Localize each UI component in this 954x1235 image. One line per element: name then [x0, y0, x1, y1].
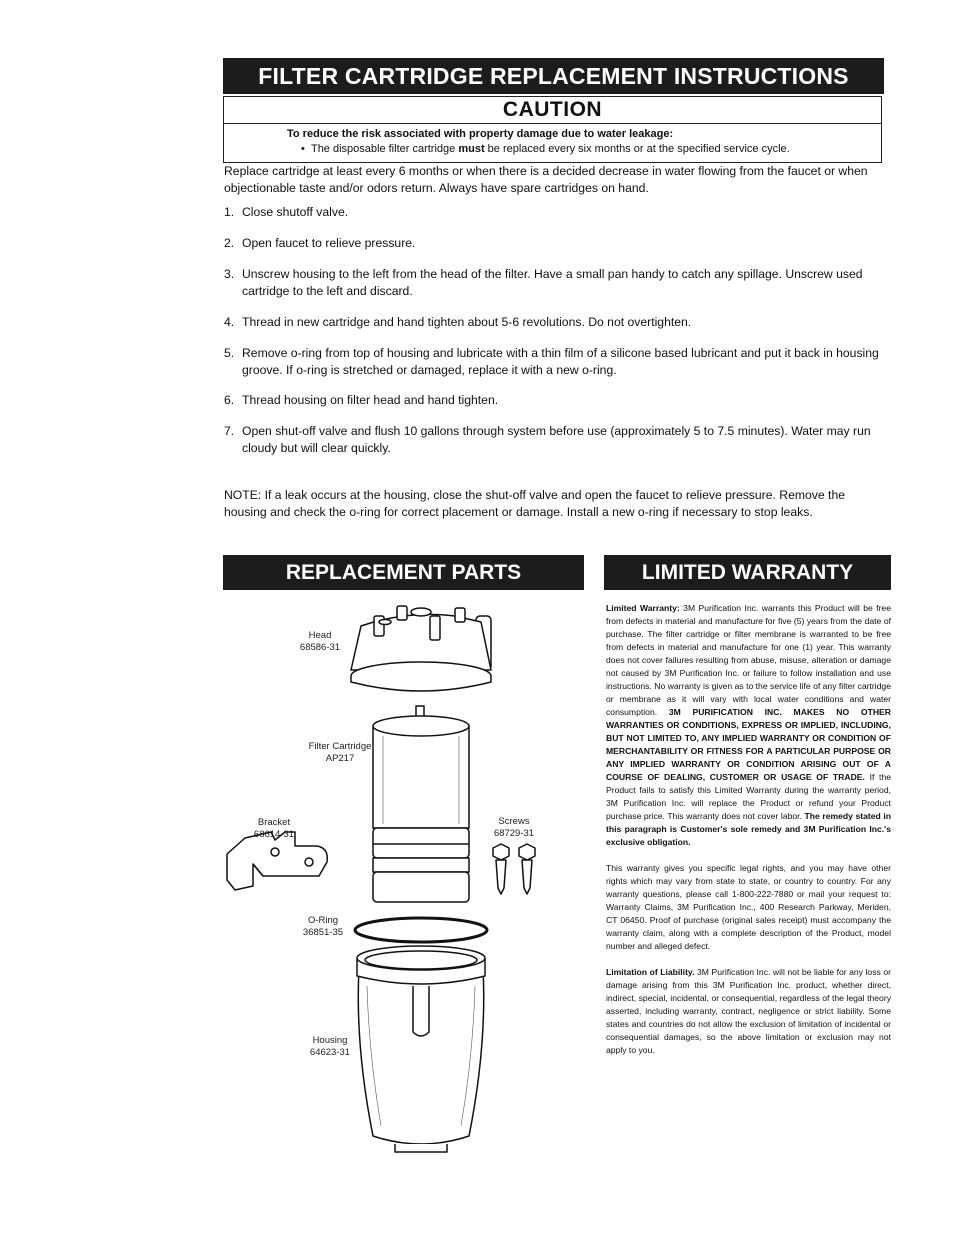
- intro-paragraph: Replace cartridge at least every 6 months or when there is a decided decrease in water flowing from the faucet or when objectionable taste and/or odors return. Always have spare cartridges on hand.: [224, 164, 868, 195]
- part-number: 68614-31: [253, 829, 295, 840]
- part-label-o-ring: [293, 915, 353, 939]
- step-item: [224, 204, 884, 221]
- part-name: Screws: [498, 816, 530, 827]
- parts-diagram: [223, 596, 584, 1156]
- part-name: Bracket: [257, 817, 291, 828]
- part-number: 68729-31: [493, 828, 535, 839]
- warranty-remedy: The remedy stated in this paragraph is Customer's sole remedy and 3M Purification Inc.'s exclusive obligation.: [606, 811, 891, 847]
- part-name: Housing: [312, 1035, 348, 1046]
- part-label-screws: [484, 816, 544, 840]
- screws-illustration: [493, 844, 535, 894]
- step-text: Thread in new cartridge and hand tighten about 5-6 revolutions. Do not overtighten.: [242, 315, 692, 329]
- part-number: 64623-31: [309, 1047, 351, 1058]
- part-name: Filter Cartridge: [308, 741, 372, 752]
- warranty-text: [606, 602, 891, 1070]
- replacement-parts-title: REPLACEMENT PARTS: [223, 555, 584, 590]
- step-number: 4.: [224, 315, 235, 329]
- warranty-paragraph: [606, 602, 891, 849]
- warranty-rights-paragraph: This warranty gives you specific legal rights, and you may have other rights which may vary from state to state, or country to country. For any warranty questions, please call 1-800-222-7880 or mail your request to: Warranty Claims, 3M Purification Inc., 400 Research Parkway, Meriden, CT 06450. Proof of purchase (original sales receipt) must accompany the warranty claim, along with a complete description of the Product, model number and alleged defect.: [606, 863, 891, 951]
- warranty-body-cont: If the Product fails to satisfy this Limited Warranty during the warranty period, 3M Purification Inc. will replace the Product or refund your Product purchase price. This warranty does not cover labor.: [606, 772, 892, 821]
- caution-bullet-text: The disposable filter cartridge: [310, 143, 459, 155]
- step-number: 6.: [224, 393, 235, 407]
- step-text: Open shut-off valve and flush 10 gallons through system before use (approximately 5 to 7.5 minutes). Water may run cloudy but will clear quickly.: [242, 424, 871, 455]
- step-item: [224, 235, 884, 252]
- part-name: O-Ring: [307, 915, 339, 926]
- caution-heading: CAUTION: [224, 97, 881, 124]
- caution-bullet-text-end: be replaced every six months or at the specified service cycle.: [484, 143, 790, 155]
- step-number: 5.: [224, 346, 235, 360]
- part-label-housing: [300, 1035, 360, 1059]
- caution-bullet-emphasis: must: [458, 143, 485, 155]
- step-item: [224, 266, 884, 300]
- step-text: Remove o-ring from top of housing and lubricate with a thin film of a silicone based lubricant and put it back in housing groove. If o-ring is stretched or damaged, replace it with a new o-ring.: [242, 346, 879, 377]
- step-number: 1.: [224, 205, 235, 219]
- step-number: 3.: [224, 267, 235, 281]
- liability-paragraph: [606, 966, 891, 1057]
- filter-head-illustration: [351, 606, 491, 691]
- limited-warranty-title: LIMITED WARRANTY: [604, 555, 891, 590]
- step-text: Unscrew housing to the left from the head of the filter. Have a small pan handy to catch any spillage. Unscrew used cartridge to the left and discard.: [242, 267, 863, 298]
- part-label-cartridge: [298, 741, 382, 765]
- housing-illustration: [357, 946, 485, 1152]
- caution-bullet: • The disposable filter cartridge must be replaced every six months or at the specified service cycle.: [301, 143, 790, 155]
- step-number: 7.: [224, 424, 235, 438]
- warranty-label: Limited Warranty:: [606, 603, 680, 613]
- part-number: 68586-31: [299, 642, 341, 653]
- filter-cartridge-illustration: [373, 706, 469, 902]
- step-item: [224, 423, 884, 457]
- warranty-body: 3M Purification Inc. warrants this Product will be free from defects in material and manufacture for five (5) years from the date of purchase. The filter cartridge or filter membrane is warranted to be free from defects in material and manufacture for one (1) year. This warranty does not cover failures resulting from abuse, misuse, alteration or damage not caused by 3M Purification Inc. or failure to follow installation and use instructions. No warranty is given as to the service life of any filter cartridge or membrane as it will vary with local water conditions and water consumption.: [606, 603, 891, 717]
- liability-label: Limitation of Liability.: [606, 967, 695, 977]
- part-number: AP217: [325, 753, 355, 764]
- part-name: Head: [308, 630, 332, 641]
- step-item: [224, 314, 884, 331]
- warranty-disclaimer: 3M PURIFICATION INC. MAKES NO OTHER WARRANTIES OR CONDITIONS, EXPRESS OR IMPLIED, INCLUDING, BUT NOT LIMITED TO, ANY IMPLIED WARRANTY OR CONDITION OF MERCHANTABILITY OR FITNESS FOR A PARTICULAR PURPOSE OR ANY IMPLIED WARRANTY OR CONDITION ARISING OUT OF A COURSE OF DEALING, CUSTOMER OR USAGE OF TRADE.: [606, 707, 891, 782]
- step-number: 2.: [224, 236, 235, 250]
- caution-box: [223, 96, 882, 163]
- step-text: Open faucet to relieve pressure.: [242, 236, 416, 250]
- step-text: Thread housing on filter head and hand tighten.: [242, 393, 499, 407]
- step-item: [224, 345, 884, 379]
- note-paragraph: NOTE: If a leak occurs at the housing, close the shut-off valve and open the faucet to relieve pressure. Remove the housing and check the o-ring for correct placement or damage. Install a new o-ring if necessary to stop leaks.: [224, 488, 846, 519]
- o-ring-illustration: [355, 918, 487, 942]
- caution-risk-line: To reduce the risk associated with property damage due to water leakage:: [287, 128, 674, 140]
- part-label-head: [290, 630, 350, 654]
- step-text: Close shutoff valve.: [242, 205, 349, 219]
- part-number: 36851-35: [302, 927, 344, 938]
- part-label-bracket: [244, 817, 304, 841]
- liability-body: 3M Purification Inc. will not be liable for any loss or damage arising from this 3M Purification Inc. product, whether direct, indirect, special, incidental, or consequential, regardless of the legal theory asserted, including warranty, contract, negligence or strict liability. Some states and countries do not allow the exclusion of limitation of incidental or consequential damages, so the above limitation or exclusion may not apply to you.: [606, 967, 891, 1055]
- step-item: [224, 392, 884, 409]
- page-title: FILTER CARTRIDGE REPLACEMENT INSTRUCTIONS: [223, 58, 884, 94]
